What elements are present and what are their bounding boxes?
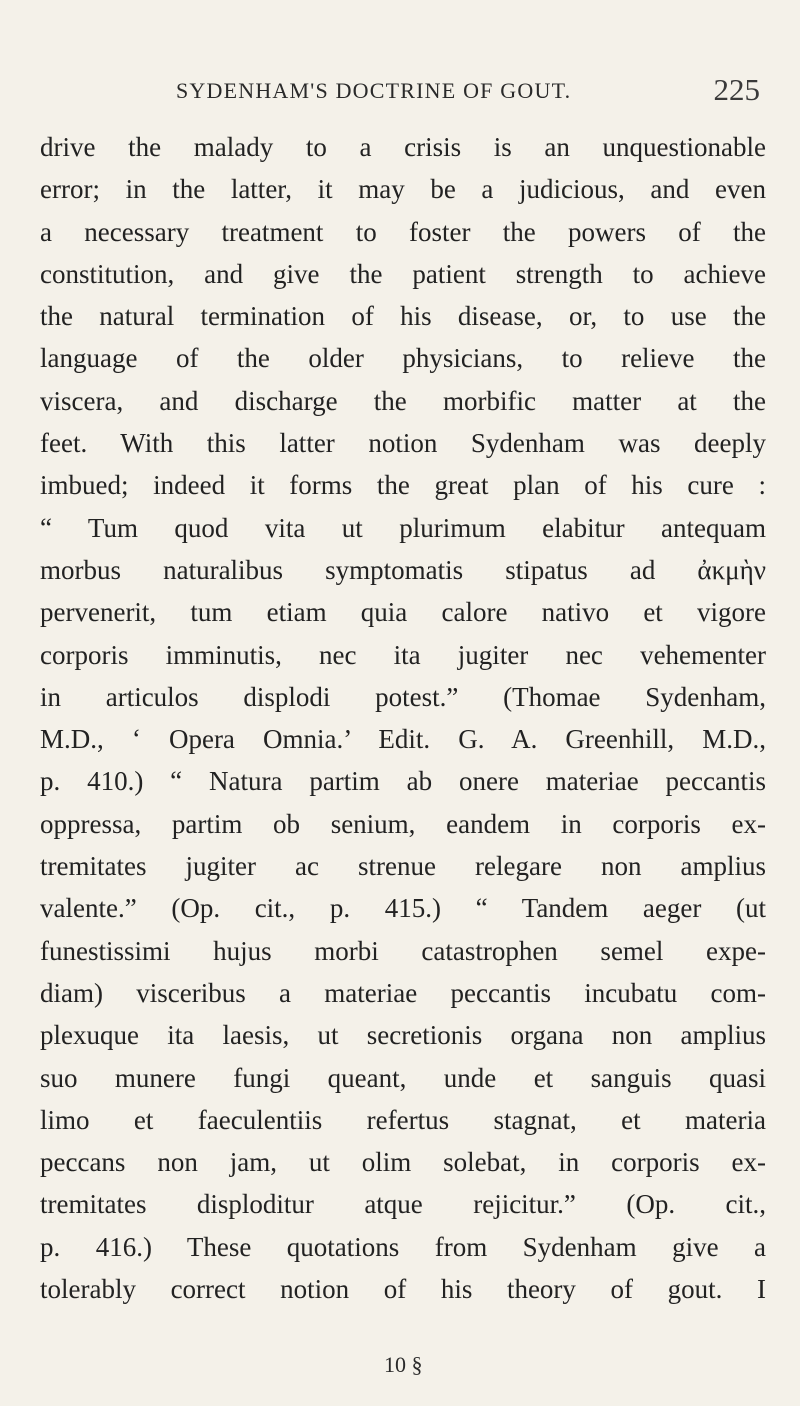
- text-line: pervenerit, tum etiam quia calore nativo et vigore: [40, 597, 766, 628]
- text-line: viscera, and discharge the morbific matter at the: [40, 385, 766, 416]
- body-text: [40, 126, 766, 1310]
- text-line: plexuque ita laesis, ut secretionis organa non amplius: [40, 1020, 766, 1051]
- text-line: error; in the latter, it may be a judicious, and even: [40, 174, 766, 205]
- text-line: M.D., ‘ Opera Omnia.’ Edit. G. A. Greenhill, M.D.,: [40, 724, 766, 755]
- text-line: diam) visceribus a materiae peccantis incubatu com-: [40, 977, 766, 1008]
- text-line: limo et faeculentiis refertus stagnat, et materia: [40, 1104, 766, 1135]
- signature-mark: 10 §: [384, 1352, 423, 1377]
- text-line: language of the older physicians, to relieve the: [40, 343, 766, 374]
- text-line: funestissimi hujus morbi catastrophen semel expe-: [40, 935, 766, 966]
- text-line: tremitates disploditur atque rejicitur.” (Op. cit.,: [40, 1189, 766, 1220]
- text-line: feet. With this latter notion Sydenham was deeply: [40, 428, 766, 459]
- text-line: “ Tum quod vita ut plurimum elabitur antequam: [40, 512, 766, 543]
- text-line: p. 416.) These quotations from Sydenham give a: [40, 1231, 766, 1262]
- running-head: [40, 72, 760, 114]
- text-line: oppressa, partim ob senium, eandem in corporis ex-: [40, 808, 766, 839]
- text-line: imbued; indeed it forms the great plan of his cure :: [40, 470, 766, 501]
- text-line: tolerably correct notion of his theory of gout. I: [40, 1274, 766, 1305]
- running-title: SYDENHAM'S DOCTRINE OF GOUT.: [176, 78, 572, 103]
- text-line: morbus naturalibus symptomatis stipatus ad ἀκμὴν: [40, 554, 766, 585]
- text-line: suo munere fungi queant, unde et sanguis quasi: [40, 1062, 766, 1093]
- page-number: 225: [713, 72, 760, 107]
- text-line: tremitates jugiter ac strenue relegare non amplius: [40, 851, 766, 882]
- text-line: peccans non jam, ut olim solebat, in corporis ex-: [40, 1147, 766, 1178]
- text-line: drive the malady to a crisis is an unquestionable: [40, 132, 766, 162]
- text-line: corporis imminutis, nec ita jugiter nec vehementer: [40, 639, 766, 670]
- text-line: the natural termination of his disease, or, to use the: [40, 301, 766, 332]
- text-line: a necessary treatment to foster the powers of the: [40, 216, 766, 247]
- text-line: in articulos displodi potest.” (Thomae Sydenham,: [40, 681, 766, 712]
- text-line: constitution, and give the patient strength to achieve: [40, 258, 766, 289]
- text-line: p. 410.) “ Natura partim ab onere materiae peccantis: [40, 766, 766, 797]
- text-line: valente.” (Op. cit., p. 415.) “ Tandem aeger (ut: [40, 893, 766, 924]
